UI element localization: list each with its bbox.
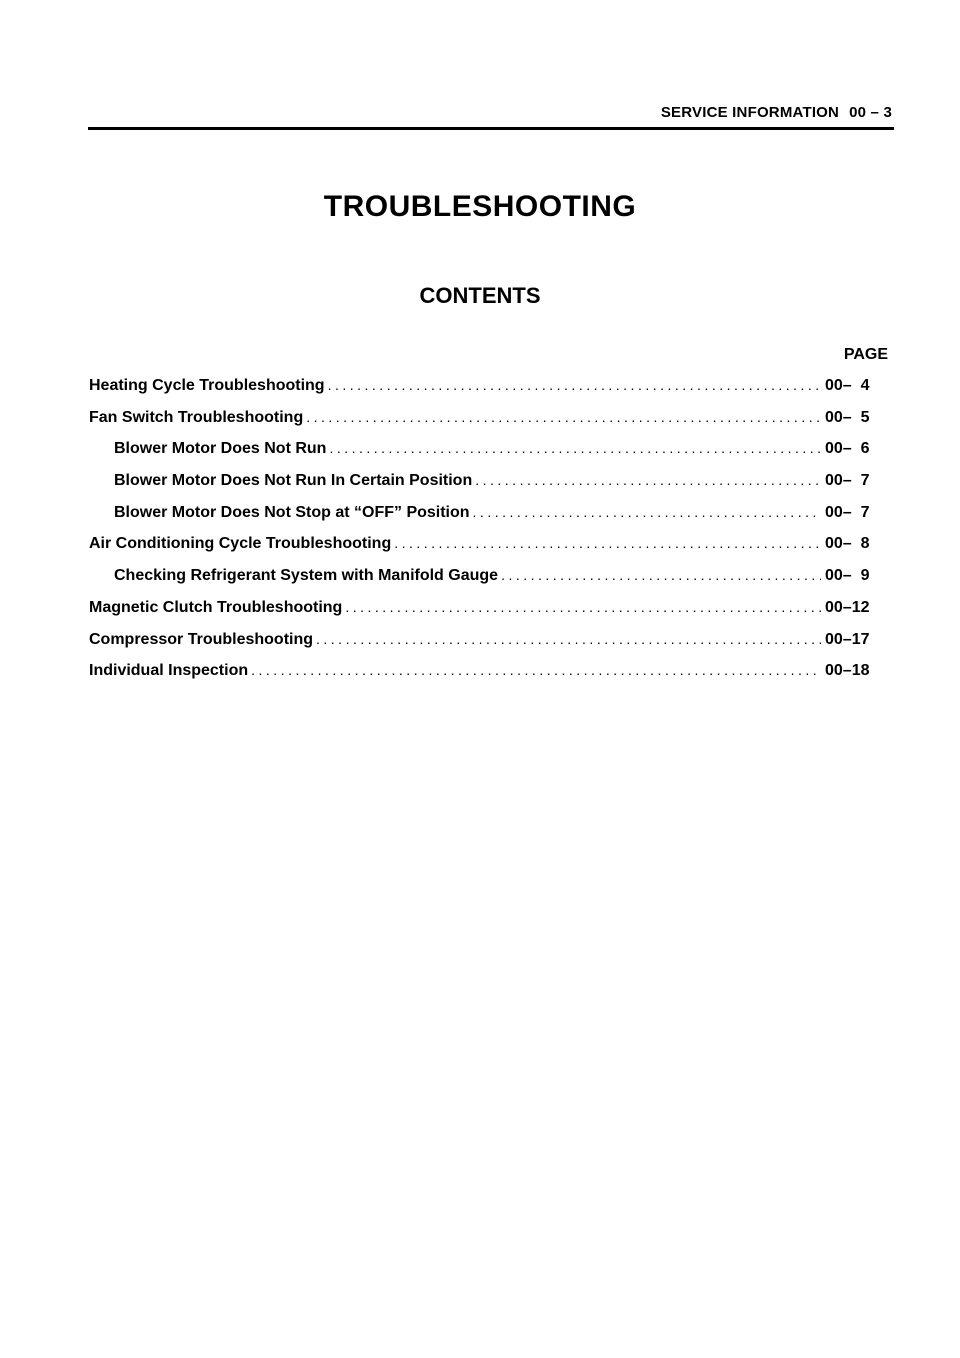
toc-entry-title: Air Conditioning Cycle Troubleshooting: [89, 535, 392, 553]
toc-entry-title: Blower Motor Does Not Run In Certain Position: [114, 472, 473, 490]
toc-entry-title: Heating Cycle Troubleshooting: [89, 377, 325, 394]
dot-leader: [473, 504, 821, 520]
toc-entry[interactable]: [89, 599, 881, 631]
dot-leader: [316, 631, 821, 647]
toc-entry-page: 00– 5: [825, 408, 870, 426]
toc-entry-page: 00– 4: [825, 377, 870, 394]
contents-heading: CONTENTS: [419, 283, 541, 308]
dot-leader: [328, 377, 821, 393]
toc-entry-page: 00– 9: [825, 567, 870, 585]
page-column-label: PAGE: [843, 346, 888, 363]
toc-entry[interactable]: [89, 472, 881, 504]
toc-entry-page: 00– 7: [825, 472, 870, 490]
header-section-title: SERVICE INFORMATION: [660, 104, 840, 121]
dot-leader: [251, 662, 821, 678]
toc-entry[interactable]: [89, 662, 881, 694]
toc-entry-title: Checking Refrigerant System with Manifold Gauge: [114, 567, 499, 585]
dot-leader: [394, 535, 821, 551]
dot-leader: [306, 409, 821, 425]
toc-entry-page: 00– 7: [825, 503, 870, 521]
toc-entry-page: 00– 8: [825, 535, 870, 553]
dot-leader: [345, 599, 821, 615]
toc-entry-page: 00–17: [825, 630, 870, 648]
dot-leader: [501, 567, 821, 583]
toc-entry[interactable]: [89, 377, 881, 409]
toc-entry[interactable]: [89, 631, 881, 663]
page-title: TROUBLESHOOTING: [323, 190, 637, 223]
table-of-contents: [89, 377, 881, 694]
toc-entry[interactable]: [89, 535, 881, 567]
toc-entry[interactable]: [89, 567, 881, 599]
toc-entry-title: Compressor Troubleshooting: [89, 630, 314, 648]
dot-leader: [475, 472, 821, 488]
toc-entry[interactable]: [89, 504, 881, 536]
toc-entry[interactable]: [89, 440, 881, 472]
toc-entry-title: Blower Motor Does Not Run: [114, 440, 327, 458]
toc-entry[interactable]: [89, 409, 881, 441]
running-header: [661, 104, 892, 121]
toc-entry-title: Blower Motor Does Not Stop at “OFF” Position: [114, 503, 470, 521]
toc-entry-title: Individual Inspection: [89, 662, 249, 680]
toc-entry-page: 00–12: [825, 598, 870, 616]
toc-entry-page: 00– 6: [825, 440, 870, 458]
toc-entry-title: Fan Switch Troubleshooting: [89, 408, 304, 426]
toc-entry-title: Magnetic Clutch Troubleshooting: [89, 598, 343, 616]
dot-leader: [329, 440, 821, 456]
header-rule: [88, 127, 894, 130]
toc-entry-page: 00–18: [825, 662, 870, 680]
header-page-number: 00 – 3: [849, 104, 892, 121]
